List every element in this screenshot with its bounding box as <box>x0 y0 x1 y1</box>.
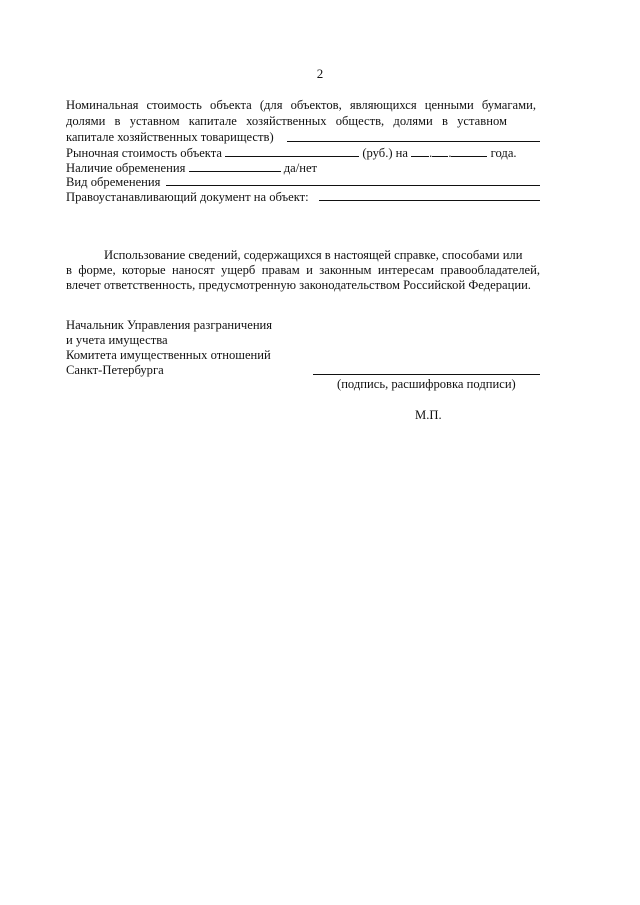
nominal-value-field[interactable] <box>287 141 540 142</box>
signature-caption: (подпись, расшифровка подписи) <box>337 377 516 391</box>
encumbrance-type-field[interactable] <box>166 185 540 186</box>
nominal-value-line-3: капитале хозяйственных товариществ) <box>66 130 274 144</box>
market-value-field[interactable] <box>225 145 359 157</box>
signatory-title-line-1: Начальник Управления разграничения <box>66 318 273 332</box>
encumbrance-field[interactable] <box>189 160 281 172</box>
nominal-value-line-2: долями в уставном капитале хозяйственных обществ, долями в уставном <box>66 114 507 128</box>
signature-field[interactable] <box>313 374 540 375</box>
signatory-title-line-4: Санкт-Петербурга <box>66 363 164 377</box>
nominal-value-line-1: Номинальная стоимость объекта (для объектов, являющихся ценными бумагами, <box>66 98 536 112</box>
stamp-place: М.П. <box>415 408 442 422</box>
notice-line-2: в форме, которые наносят ущерб правам и законным интересам правообладателей, <box>66 263 540 277</box>
market-date-year-field[interactable] <box>451 145 487 157</box>
page-number: 2 <box>316 66 324 81</box>
notice-line-3: влечет ответственность, предусмотренную законодательством Российской Федерации. <box>66 278 531 292</box>
signatory-title-line-3: Комитета имущественных отношений <box>66 348 271 362</box>
encumbrance-type-line: Вид обременения <box>66 175 161 189</box>
encumbrance-line: Наличие обременения да/нет <box>66 161 318 175</box>
notice-line-1: Использование сведений, содержащихся в настоящей справке, способами или <box>104 248 523 262</box>
title-document-line: Правоустанавливающий документ на объект: <box>66 190 309 204</box>
signatory-title-line-2: и учета имущества <box>66 333 168 347</box>
market-value-line: Рыночная стоимость объекта (руб.) на . . года. <box>66 146 517 160</box>
market-date-day-field[interactable] <box>411 145 429 157</box>
market-date-month-field[interactable] <box>432 145 448 157</box>
title-document-field[interactable] <box>319 200 540 201</box>
